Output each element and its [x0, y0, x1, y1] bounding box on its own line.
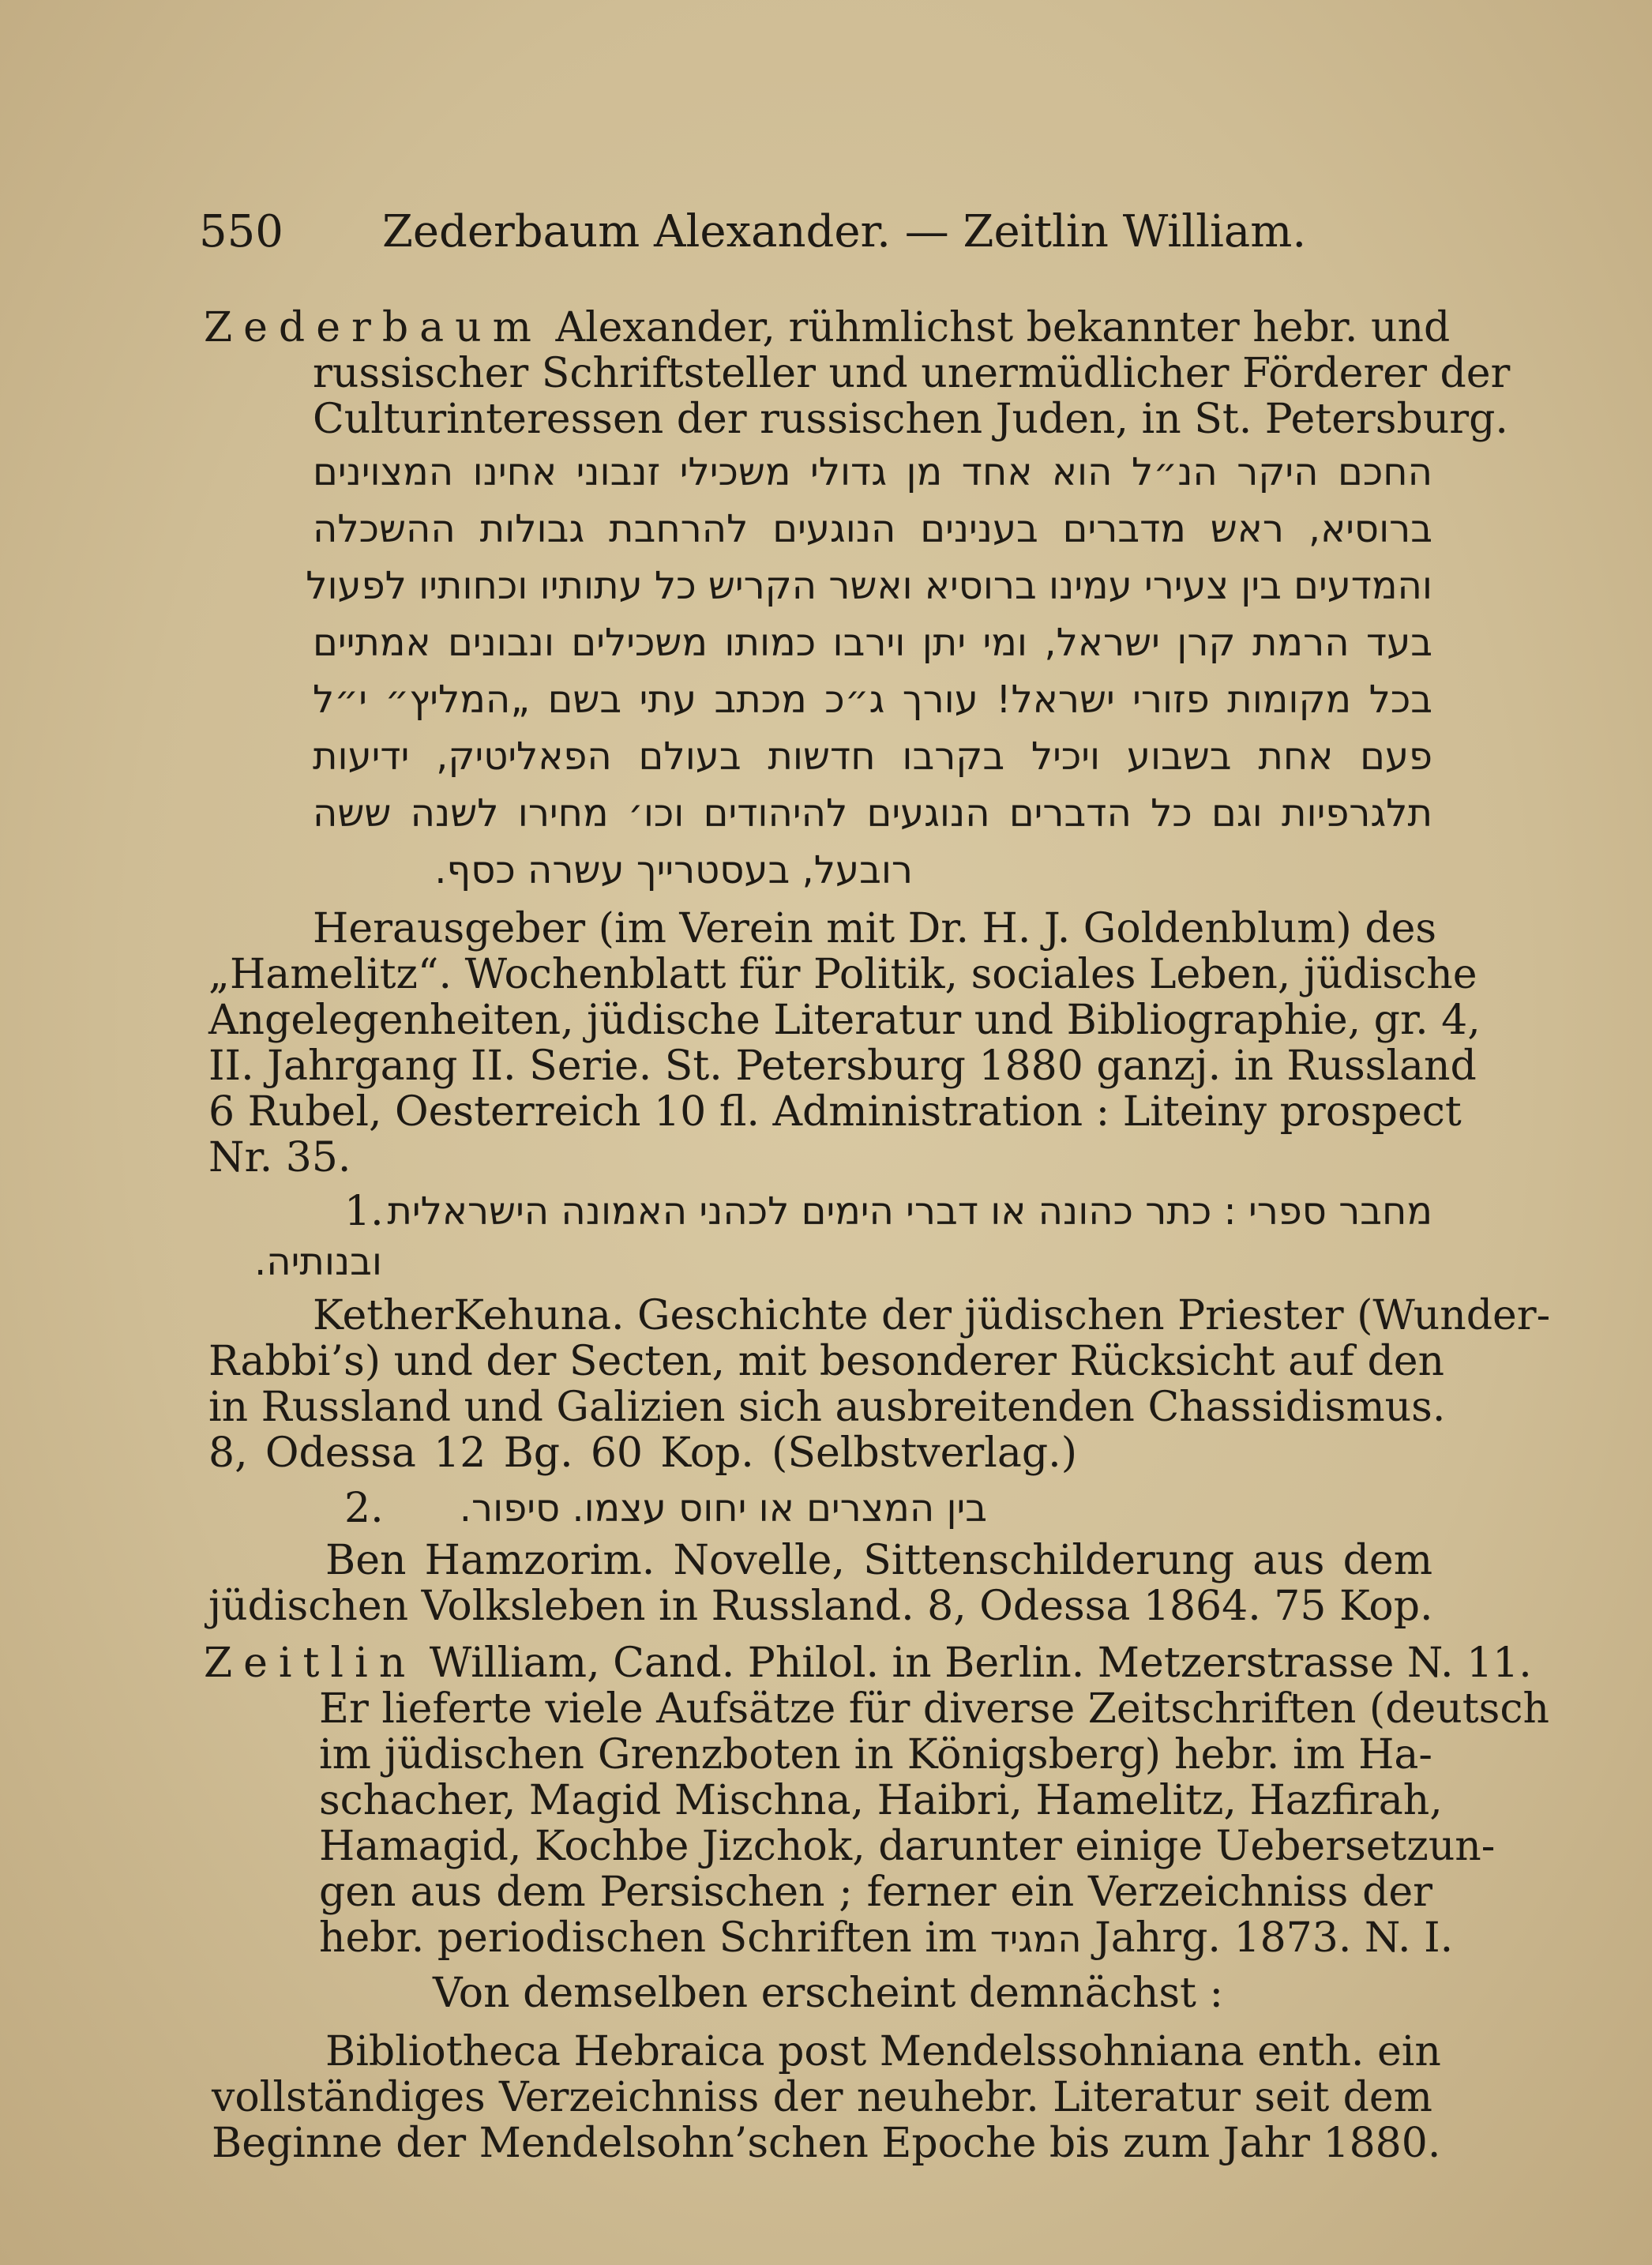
text-fragment: Jahrg. 1873. N. I.	[1094, 1914, 1454, 1962]
text-line: Angelegenheiten, jüdische Literatur und Bibliographie, gr. 4,	[208, 997, 1481, 1044]
hebrew-line: בעד הרמת קרן ישראל, ומי יתן וירבו כמותו משכילים ונבונים אמתיים	[313, 621, 1432, 665]
hebrew-line: ובנותיה.	[253, 1240, 382, 1284]
forthcoming-heading: Von demselben erscheint demnächst :	[433, 1970, 1223, 2017]
entry-intro-text: William, Cand. Philol. in Berlin. Metzerstrasse N. 11.	[429, 1640, 1532, 1687]
entry-name: Zeitlin	[204, 1640, 417, 1687]
text-fragment: hebr. periodischen Schriften im	[319, 1914, 978, 1962]
text-line: Er lieferte viele Aufsätze für diverse Zeitschriften (deutsch	[319, 1685, 1549, 1733]
text-line: im jüdischen Grenzboten in Königsberg) hebr. im Ha-	[319, 1731, 1432, 1779]
hebrew-line: תלגרפיות וגם כל הדברים הנוגעים להיהודים וכו׳ מחירו לשנה ששה	[313, 791, 1432, 836]
text-line: „Hamelitz“. Wochenblatt für Politik, sociales Leben, jüdische	[208, 951, 1477, 998]
text-line: Hamagid, Kochbe Jizchok, darunter einige Uebersetzun-	[319, 1823, 1496, 1870]
running-header: Zederbaum Alexander. — Zeitlin William.	[382, 206, 1307, 257]
hebrew-line: פעם אחת בשבוע ויכיל בקרבו חדשות בעולם הפאליטיק, ידיעות	[313, 734, 1432, 779]
text-line: Beginne der Mendelsohn’schen Epoche bis zum Jahr 1880.	[212, 2120, 1441, 2167]
text-line: Bibliotheca Hebraica post Mendelssohniana enth. ein	[325, 2028, 1441, 2075]
hebrew-line: בין המצרים או יחוס עצמו. סיפור.	[459, 1486, 987, 1531]
entry-intro-zederbaum	[204, 304, 1451, 351]
hebrew-line: מחבר ספרי : כתר כהונה או דברי הימים לכהני האמונה הישראלית	[387, 1189, 1432, 1234]
entry-intro-zeitlin	[204, 1640, 1532, 1687]
text-line-mixed	[319, 1914, 1454, 1963]
work-number: 2.	[344, 1485, 384, 1532]
text-line: Nr. 35.	[208, 1134, 351, 1181]
entry-name: Zederbaum	[204, 304, 543, 351]
text-line: in Russland und Galizien sich ausbreitenden Chassidismus.	[208, 1384, 1446, 1431]
text-line: Herausgeber (im Verein mit Dr. H. J. Goldenblum) des	[313, 905, 1437, 952]
text-line: 6 Rubel, Oesterreich 10 fl. Administration : Liteiny prospect	[208, 1088, 1462, 1136]
text-line: vollständiges Verzeichniss der neuhebr. Literatur seit dem	[212, 2074, 1432, 2121]
text-line: russischer Schriftsteller und unermüdlicher Förderer der	[313, 350, 1511, 397]
hebrew-line: החכם היקר הנ״ל הוא אחד מן גדולי משכילי זנבוני אחינו המצוינים	[313, 450, 1432, 494]
hebrew-word: המגיד	[989, 1918, 1082, 1960]
entry-intro-text: Alexander, rühmlichst bekannter hebr. und	[555, 304, 1451, 351]
text-line: KetherKehuna. Geschichte der jüdischen Priester (Wunder-	[313, 1292, 1551, 1339]
hebrew-line: רובעל, בעסטרייך עשרה כסף.	[434, 848, 913, 892]
page-number: 550	[199, 206, 283, 257]
work-number: 1.	[344, 1188, 384, 1235]
text-line: Ben Hamzorim. Novelle, Sittenschilderung aus dem	[325, 1537, 1432, 1584]
text-line: Culturinteressen der russischen Juden, in St. Petersburg.	[313, 396, 1508, 443]
hebrew-line: ברוסיא, ראש מדברים בענינים הנוגעים להרחבת גבולות ההשכלה	[313, 507, 1432, 551]
text-line: gen aus dem Persischen ; ferner ein Verzeichniss der	[319, 1869, 1432, 1916]
text-line: jüdischen Volksleben in Russland. 8, Odessa 1864. 75 Kop.	[208, 1583, 1433, 1630]
hebrew-line: והמדעים בין צעירי עמינו ברוסיא ואשר הקריש כל עתותיו וכחותיו לפעול	[306, 564, 1432, 608]
text-line: schacher, Magid Mischna, Haibri, Hamelitz, Hazfirah,	[319, 1777, 1443, 1824]
text-line: Rabbi’s) und der Secten, mit besonderer Rücksicht auf den	[208, 1338, 1445, 1385]
hebrew-line: בכל מקומות פזורי ישראל! עורך ג״כ מכתב עתי בשם „המליץ״ י״ל	[313, 678, 1432, 722]
text-line: II. Jahrgang II. Serie. St. Petersburg 1880 ganzj. in Russland	[208, 1042, 1477, 1090]
text-line: 8, Odessa 12 Bg. 60 Kop. (Selbstverlag.)	[208, 1429, 1077, 1477]
